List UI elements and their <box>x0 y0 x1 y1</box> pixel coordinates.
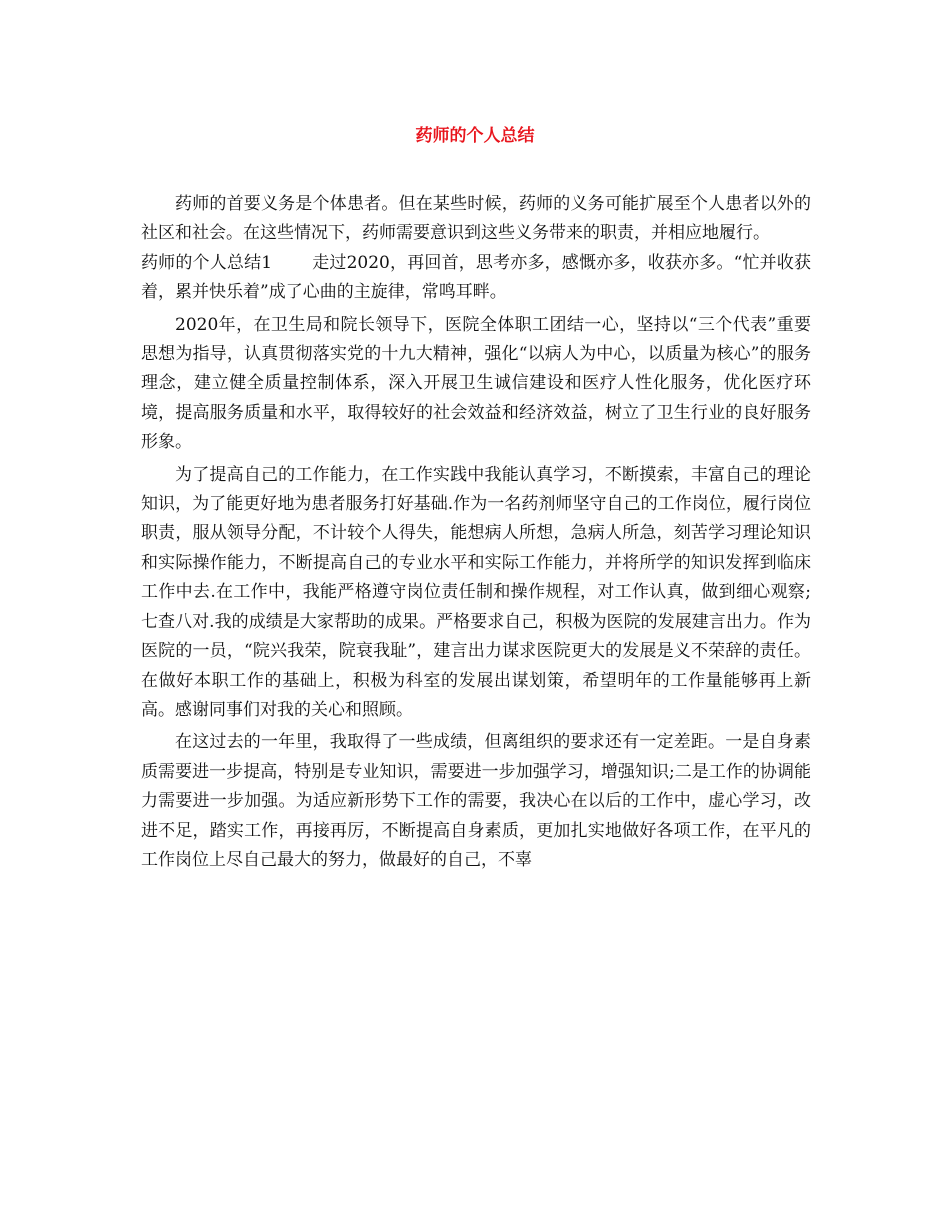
body-paragraph-3: 在这过去的一年里，我取得了一些成绩，但离组织的要求还有一定差距。一是自身素质需要进一步提高，特别是专业知识，需要进一步加强学习，增强知识;二是工作的协调能力需要进一步加强。为适应新形势下工作的需要，我决心在以后的工作中，虚心学习，改进不足，踏实工作，再接再厉，不断提高自身素质，更加扎实地做好各项工作，在平凡的工作岗位上尽自己最大的努力，做最好的自己，不辜 <box>141 732 811 870</box>
document-body <box>141 190 811 875</box>
body-paragraph-1: 2020年，在卫生局和院长领导下，医院全体职工团结一心，坚持以“三个代表”重要思想为指导，认真贯彻落实党的十九大精神，强化“以病人为中心，以质量为核心”的服务理念，建立健全质量控制体系，深入开展卫生诚信建设和医疗人性化服务，优化医疗环境，提高服务质量和水平，取得较好的社会效益和经济效益，树立了卫生行业的良好服务形象。 <box>141 314 811 453</box>
document-title: 药师的个人总结 <box>415 126 535 146</box>
section-heading: 药师的个人总结1 <box>141 252 273 273</box>
section-paragraph <box>141 249 811 308</box>
section-first-text: 走过2020，再回首，思考亦多，感慨亦多，收获亦多。“忙并收获着，累并快乐着”成了心曲的主旋律，常鸣耳畔。 <box>141 252 811 303</box>
body-paragraph-2: 为了提高自己的工作能力，在工作实践中我能认真学习，不断摸索，丰富自己的理论知识，为了能更好地为患者服务打好基础.作为一名药剂师坚守自己的工作岗位，履行岗位职责，服从领导分配，不计较个人得失，能想病人所想，急病人所急，刻苦学习理论知识和实际操作能力，不断提高自己的专业水平和实际工作能力，并将所学的知识发挥到临床工作中去.在工作中，我能严格遵守岗位责任制和操作规程，对工作认真，做到细心观察;七查八对.我的成绩是大家帮助的成果。严格要求自己，积极为医院的发展建言出力。作为医院的一员，“院兴我荣，院衰我耻”，建言出力谋求医院更大的发展是义不荣辞的责任。在做好本职工作的基础上，积极为科室的发展出谋划策，希望明年的工作量能够再上新高。感谢同事们对我的关心和照顾。 <box>141 464 811 720</box>
intro-paragraph: 药师的首要义务是个体患者。但在某些时候，药师的义务可能扩展至个人患者以外的社区和社会。在这些情况下，药师需要意识到这些义务带来的职责，并相应地履行。 <box>141 194 811 244</box>
